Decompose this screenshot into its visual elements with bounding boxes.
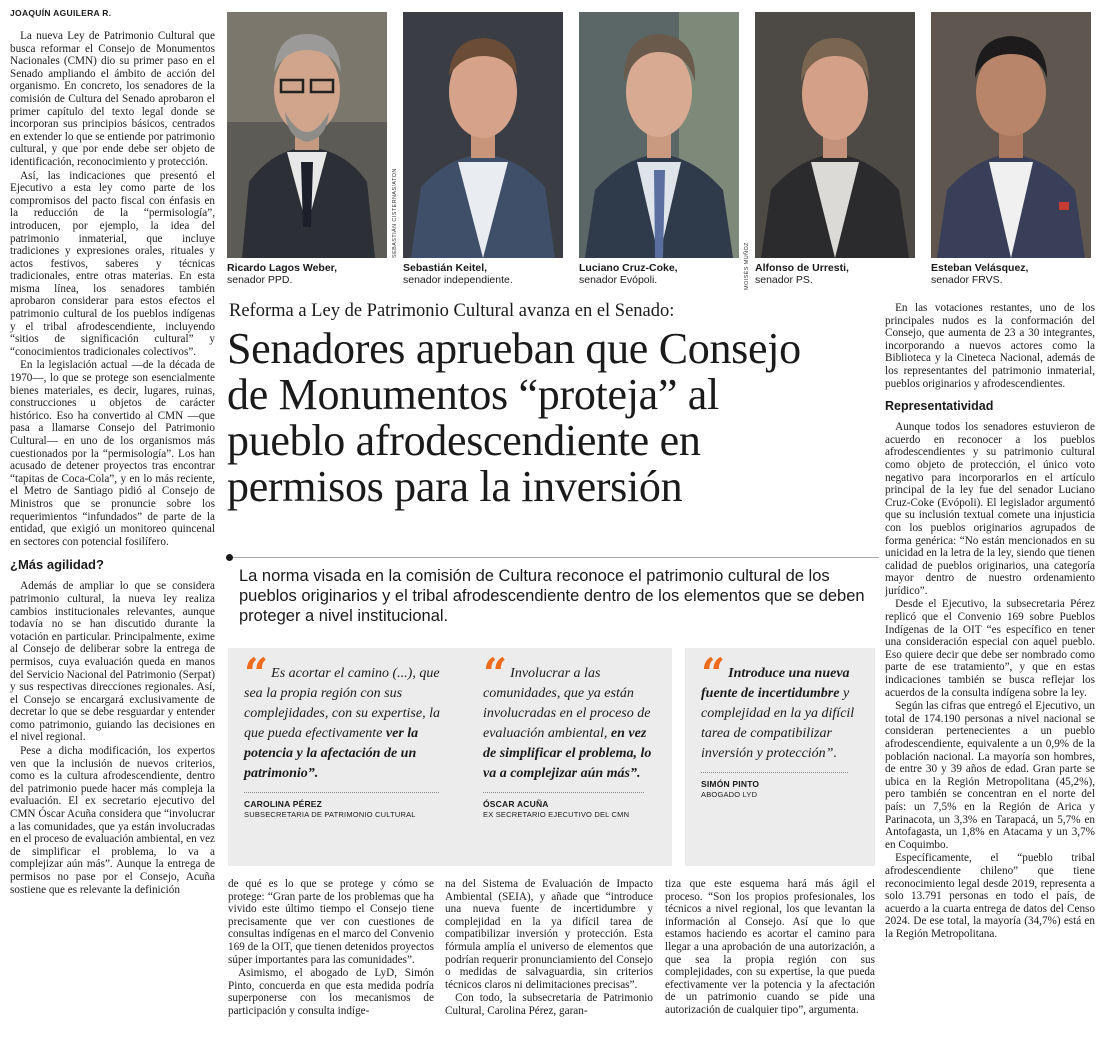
- caption-role: senador PS.: [755, 274, 813, 286]
- subheading-representatividad: Representatividad: [885, 399, 994, 414]
- photo-credit: SEBASTIÁN CISTERNAS/ATON: [392, 168, 398, 258]
- quote-highlight: ver la potencia y la afectación de un patrimonio: [244, 726, 419, 781]
- quote-text: [483, 649, 658, 784]
- portrait-photo: [931, 12, 1091, 258]
- quote-divider: [701, 772, 848, 773]
- quote-part: Es acortar el camino (...), que sea la propia región con sus complejidades, con su expertise, la que pueda efectivamente: [244, 666, 440, 741]
- body-paragraph: Asimismo, el abogado de LyD, Simón Pinto, concuerda en que esta medida podría superponerse con los mecanismos de participación y consulta indíge-: [228, 967, 434, 1017]
- body-column: [228, 878, 434, 1048]
- photo-caption: [403, 262, 568, 286]
- pull-quote: [467, 648, 672, 866]
- photo-caption: [931, 262, 1096, 286]
- dek-divider: [229, 557, 879, 558]
- headline-line: Senadores aprueban que Consejo: [227, 324, 801, 373]
- caption-name: Alfonso de Urresti,: [755, 262, 849, 274]
- caption-role: senador independiente.: [403, 274, 513, 286]
- quote-divider: [483, 792, 644, 793]
- body-paragraph: tiza que este esquema hará más ágil el proceso. “Son los propios profesionales, los técnicos a nivel regional, los que levantan la información al Consejo. Así que lo que estamos haciendo es acortar el camino para llegar a una aprobación de una autorización, a que sea la propia región con sus complejidades, con su expertise, la que pueda efectivamente ver la potencia y la afectación de un patrimonio cuando se pide una autorización de cualquier tipo”, argumenta.: [665, 878, 875, 1016]
- headline-line: pueblo afrodescendiente en: [227, 416, 701, 465]
- body-paragraph: Pese a dicha modificación, los expertos ven que la inclusión de nuevos criterios, como es la cultura afrodescendiente, dentro del patrimonio puede hacer más compleja la evaluación. El ex secretario ejecutivo del CMN Óscar Acuña considera que “involucrar a las comunidades, que ya están involucradas en el proceso de evaluación ambiental, en vez de simplificar el problema, lo va a complejizar aún más”. Aunque la entrega de permisos no pase por el Consejo, Acuña sostiene que es relevante la definición: [10, 745, 215, 896]
- byline: JOAQUÍN AGUILERA R.: [10, 8, 112, 18]
- body-paragraph: La nueva Ley de Patrimonio Cultural que busca reformar el Consejo de Monumentos Nacionales (CMN) dio su primer paso en el Senado ampliando el ámbito de acción del organismo. En concreto, los senadores de la comisión de Cultura del Senado aprobaron el primer capítulo del texto legal donde se incorporan sus principios básicos, centrados en extender lo que se entiende por patrimonio cultural, y que por ende debe ser objeto de identificación, reconocimiento y protección.: [10, 30, 215, 168]
- body-column: [665, 878, 875, 1048]
- quote-author-role: SUBSECRETARIA DE PATRIMONIO CULTURAL: [244, 810, 416, 819]
- quote-author-role: ABOGADO LYD: [701, 790, 758, 799]
- quote-text: [244, 649, 456, 784]
- subheading-mas-agilidad: ¿Más agilidad?: [10, 557, 104, 573]
- quote-text: [701, 649, 861, 764]
- body-paragraph: na del Sistema de Evaluación de Impacto Ambiental (SEIA), y añade que “introduce una nueva fuente de incertidumbre y complejidad en la ya difícil tarea de compatibilizar inversión y protección. Esta fórmula amplía el universo de elementos que podrían requerir pronunciamiento del Consejo o medidas de salvaguardia, sin criterios técnicos claros ni delimitaciones precisas”.: [445, 878, 653, 991]
- quote-part: y complejidad en la ya difícil tarea de compatibilizar inversión y protección”.: [701, 686, 855, 761]
- quote-divider: [244, 792, 439, 793]
- portrait-photo: [227, 12, 387, 258]
- quote-part: Involucrar a las comunidades, que ya están involucradas en el proceso de evaluación ambiental,: [483, 666, 651, 741]
- body-paragraph: Específicamente, el “pueblo tribal afrodescendiente chileno” que tiene reconocimiento legal desde 2019, representa a solo 13.791 personas en todo el país, de acuerdo a la cuarta entrega de datos del Censo 2024. De ese total, la mayoría (34,7%) está en la Región Metropolitana.: [885, 852, 1095, 940]
- right-column: [885, 302, 1095, 1047]
- quote-author: SIMÓN PINTO: [701, 779, 760, 789]
- headline-line: de Monumentos “proteja” al: [227, 370, 719, 419]
- caption-role: senador Evópoli.: [579, 274, 658, 286]
- body-paragraph: Con todo, la subsecretaria de Patrimonio Cultural, Carolina Pérez, garan-: [445, 992, 653, 1017]
- portrait-photo: [403, 12, 563, 258]
- body-paragraph: Además de ampliar lo que se considera patrimonio cultural, la nueva ley realiza cambios institucionales relevantes, aunque todavía no se han discutido durante la votación en particular. Principalmente, exime al Consejo de deliberar sobre la entrega de permisos, cuya evaluación queda en manos del Servicio Nacional del Patrimonio (Serpat) y sus respectivas direcciones regionales. Así, el Consejo se encargará exclusivamente de decretar lo que se debe resguardar y entender como patrimonio, guiando las decisiones en el nivel regional.: [10, 580, 215, 744]
- body-column: [445, 878, 653, 1048]
- portrait-photo: [755, 12, 915, 258]
- quote-highlight: Introduce una nueva fuente de incertidumbre: [701, 666, 850, 701]
- quote-author: ÓSCAR ACUÑA: [483, 799, 549, 809]
- caption-name: Sebastián Keitel,: [403, 262, 488, 274]
- body-paragraph: de qué es lo que se protege y cómo se protege: “Gran parte de los problemas que ha vivido este último tiempo el Consejo tiene precisamente que ver con cuestiones de consultas indígenas en el marco del Convenio 169 de la OIT, que tienen detenidos proyectos súper importantes para las comunidades”.: [228, 878, 434, 966]
- headline: [227, 326, 882, 510]
- pull-quote: [685, 648, 875, 866]
- quote-part: ”.: [307, 766, 319, 781]
- photo-caption: [755, 262, 920, 286]
- body-paragraph: Desde el Ejecutivo, la subsecretaria Pérez replicó que el Convenio 169 sobre Pueblos Indígenas de la OIT “es específico en tener una consideración especial con aquel pueblo. Eso quiere decir que debe ser nombrado como parte de ese tratamiento”, y que en estas indicaciones también se busca reflejar los acuerdos de la consulta indígena sobre la ley.: [885, 598, 1095, 699]
- left-column: [10, 30, 215, 1045]
- caption-name: Ricardo Lagos Weber,: [227, 262, 338, 274]
- quote-mark-icon: “: [483, 649, 508, 698]
- dek: La norma visada en la comisión de Cultura reconoce el patrimonio cultural de los pueblos originarios y el tribal afrodescendiente dentro de los elementos que se deben proteger a nivel institucional.: [239, 567, 865, 625]
- body-paragraph: Así, las indicaciones que presentó el Ejecutivo a esta ley como parte de los compromisos del pacto fiscal con énfasis en la reducción de la “permisología”, introducen, por ejemplo, la idea del patrimonio inmaterial, que incluye tradiciones y expresiones orales, rituales y actos festivos, saberes y técnicas tradicionales, entre otras materias. En esta misma línea, los senadores también aprobaron considerar para estos efectos el patrimonio cultural de los pueblos indígenas y el tribal afrodescendiente, incluyendo “sitios de significación cultural” y “conocimientos tradicionales colectivos”.: [10, 169, 215, 358]
- quote-author: CAROLINA PÉREZ: [244, 799, 323, 809]
- kicker: Reforma a Ley de Patrimonio Cultural avanza en el Senado:: [229, 301, 675, 321]
- photo-credit: MOISÉS MUÑOZ: [744, 242, 750, 290]
- quote-mark-icon: “: [701, 649, 726, 698]
- photo-caption: [579, 262, 744, 286]
- body-paragraph: Aunque todos los senadores estuvieron de acuerdo en reconocer a los pueblos afrodescendientes y su patrimonio cultural como objeto de protección, el único voto negativo para incorporarlos en el artículo principal de la ley fue del senador Luciano Cruz-Coke (Evópoli). El legislador argumentó que su inclusión textual comete una injusticia con los pueblos originarios agrupados de forma genérica: “No están mencionados en su unicidad en la letra de la ley, siendo que tienen calidad de pueblos originarios, una categoría mayor dentro de nuestro ordenamiento jurídico”.: [885, 421, 1095, 597]
- caption-role: senador FRVS.: [931, 274, 1003, 286]
- quote-highlight: en vez de simplificar el problema, lo va a complejizar aún más: [483, 726, 652, 781]
- portrait-photo: [579, 12, 739, 258]
- quote-mark-icon: “: [244, 649, 269, 698]
- photo-strip: [227, 12, 1093, 297]
- headline-line: permisos para la inversión: [227, 462, 683, 511]
- body-paragraph: Según las cifras que entregó el Ejecutivo, un total de 174.190 personas a nivel nacional se consideran pertenecientes a un pueblo afrodescendiente, equivalente a un 0,9% de la población nacional. La mayoría son hombres, de entre 30 y 39 años de edad. Gran parte se ubica en la Región Metropolitana (45,2%), pero también se concentran en el norte del país: un 7,5% en la Región de Arica y Parinacota, un 3,3% en Tarapacá, un 5,7% en Antofagasta, un 1,8% en Atacama y un 3,7% en Coquimbo.: [885, 700, 1095, 851]
- pull-quote: [228, 648, 470, 866]
- body-paragraph: En la legislación actual —de la década de 1970—, lo que se protege son esencialmente bienes materiales, es decir, lugares, ruinas, construcciones u objetos de carácter histórico. Eso ha convertido al CMN —que pasa a llamarse Consejo del Patrimonio Cultural— en uno de los organismos más cuestionados por la “permisología”. Los han acusado de detener proyectos tras encontrar “tapitas de Coca-Cola”, y en lo más reciente, el Metro de Santiago pidió al Consejo de Ministros que se pronuncie sobre los requerimientos “infundados” de parte de la entidad, que exigió un monitoreo quincenal en sectores con potencial fosilífero.: [10, 359, 215, 548]
- dek-bullet: [226, 554, 233, 561]
- body-paragraph: En las votaciones restantes, uno de los principales nudos es la conformación del Consejo, que aumenta de 23 a 30 integrantes, incorporando a nuevos actores como la Biblioteca y la Cineteca Nacional, además de los representantes del patrimonio inmaterial, pueblos originarios y afrodescendientes.: [885, 302, 1095, 390]
- caption-name: Luciano Cruz-Coke,: [579, 262, 678, 274]
- quote-part: ”.: [630, 766, 641, 781]
- caption-name: Esteban Velásquez,: [931, 262, 1029, 274]
- quote-author-role: EX SECRETARIO EJECUTIVO DEL CMN: [483, 810, 630, 819]
- photo-caption: [227, 262, 392, 286]
- caption-role: senador PPD.: [227, 274, 293, 286]
